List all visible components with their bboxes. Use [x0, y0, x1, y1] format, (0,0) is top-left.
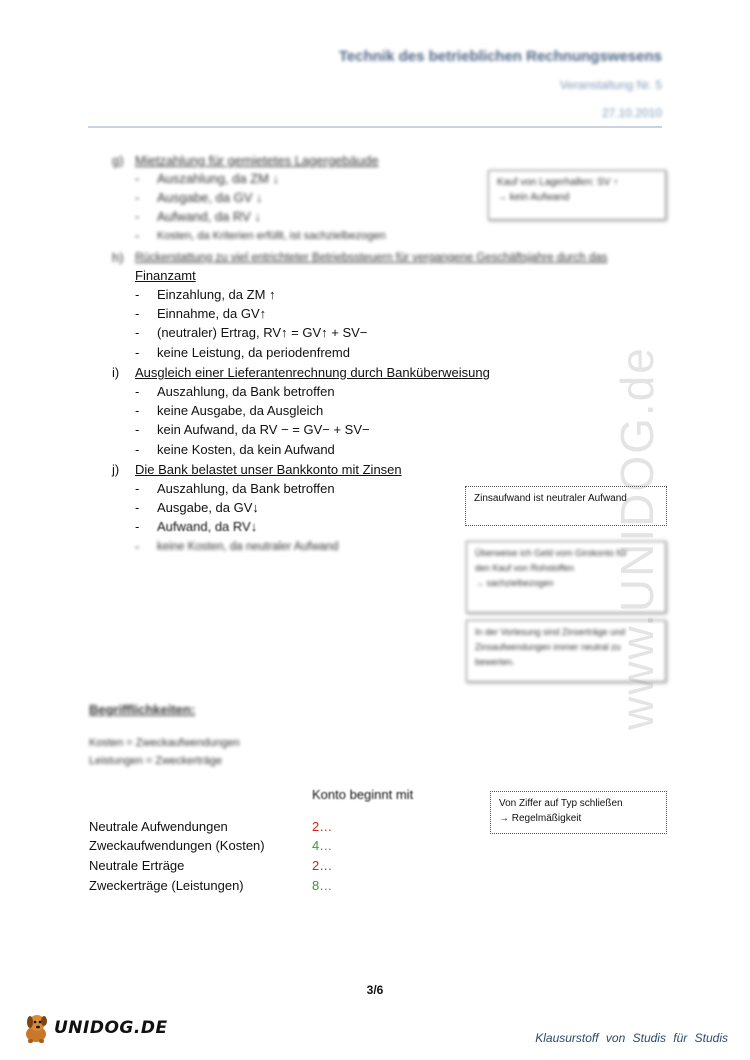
- table-row-value: 4…: [312, 838, 333, 853]
- bullet-dash: -: [135, 442, 140, 457]
- list-item: (neutraler) Ertrag, RV↑ = GV↑ + SV−: [157, 325, 368, 340]
- list-item: Auszahlung, da Bank betroffen: [157, 481, 335, 496]
- document-title: Technik des betrieblichen Rechnungswesens: [338, 48, 662, 65]
- note-line: → sachzielbezogen: [475, 578, 554, 588]
- terms-line: Kosten = Zweckaufwendungen: [89, 737, 240, 749]
- footer-claim: Klausurstoff von Studis für Studis: [535, 1031, 728, 1045]
- bullet-dash: -: [135, 287, 140, 302]
- terms-heading: Begrifflichkeiten:: [89, 702, 196, 717]
- document-date: 27.10.2010: [601, 106, 662, 120]
- note-line: den Kauf von Rohstoffen: [475, 563, 574, 573]
- bullet-dash: -: [135, 500, 140, 515]
- page-number: 3/6: [366, 983, 384, 997]
- list-item: Auszahlung, da ZM ↓: [157, 171, 280, 186]
- note-line: Zinsaufwand ist neutraler Aufwand: [474, 493, 627, 504]
- table-row-label: Zweckaufwendungen (Kosten): [89, 838, 265, 853]
- list-item: Einzahlung, da ZM ↑: [157, 287, 276, 302]
- note-zinsaufwand: [465, 486, 667, 526]
- section-label: j): [112, 462, 120, 477]
- list-item: keine Ausgabe, da Ausgleich: [157, 403, 324, 418]
- bullet-dash: -: [135, 481, 140, 496]
- table-column-header: Konto beginnt mit: [312, 787, 414, 802]
- list-item: kein Aufwand, da RV − = GV− + SV−: [157, 422, 370, 437]
- note-line: Überweise ich Geld vom Girokonto für: [475, 548, 628, 558]
- table-row-label: Zweckerträge (Leistungen): [89, 878, 244, 893]
- terms-line: Leistungen = Zweckerträge: [89, 755, 222, 767]
- list-item: Ausgabe, da GV ↓: [157, 190, 263, 205]
- header-divider: [88, 126, 662, 128]
- section-label: i): [112, 365, 120, 380]
- bullet-dash: -: [135, 209, 140, 224]
- bullet-dash: -: [135, 422, 140, 437]
- note-line: Von Ziffer auf Typ schließen: [499, 798, 623, 809]
- bullet-dash: -: [135, 190, 140, 205]
- unidog-logo: [22, 1012, 168, 1044]
- list-item: Kosten, da Kriterien erfüllt, ist sachzielbezogen: [157, 230, 386, 242]
- logo-text: UNIDOG.DE: [54, 1018, 168, 1038]
- bullet-dash: -: [135, 325, 140, 340]
- section-heading: Die Bank belastet unser Bankkonto mit Zinsen: [135, 462, 402, 477]
- bullet-dash: -: [135, 384, 140, 399]
- bullet-dash: -: [135, 345, 140, 360]
- note-line: bewerten.: [475, 657, 515, 667]
- section-heading: Rückerstattung zu viel entrichteter Betriebssteuern für vergangene Geschäftsjahre durch das: [135, 252, 608, 264]
- list-item: Auszahlung, da Bank betroffen: [157, 384, 335, 399]
- table-row-value: 2…: [312, 819, 333, 834]
- section-heading: Mietzahlung für gemietetes Lagergebäude: [135, 153, 379, 168]
- list-item: Aufwand, da RV↓: [157, 519, 258, 534]
- note-rohstoffe: [466, 541, 666, 613]
- list-item: Ausgabe, da GV↓: [157, 500, 259, 515]
- section-label: g): [112, 153, 124, 168]
- note-vorlesung: [466, 620, 666, 682]
- document-subtitle: Veranstaltung Nr. 5: [559, 78, 662, 92]
- bullet-dash: -: [135, 539, 140, 554]
- table-row-value: 8…: [312, 878, 333, 893]
- table-row-label: Neutrale Erträge: [89, 858, 185, 873]
- list-item: keine Kosten, da kein Aufwand: [157, 442, 335, 457]
- bullet-dash: -: [135, 306, 140, 321]
- list-item: keine Leistung, da periodenfremd: [157, 345, 350, 360]
- table-row-label: Neutrale Aufwendungen: [89, 819, 228, 834]
- note-ziffer: [490, 791, 667, 834]
- note-line: Zinsaufwendungen immer neutral zu: [475, 642, 621, 652]
- note-line: In der Vorlesung sind Zinserträge und: [475, 627, 626, 637]
- note-line: Kauf von Lagerhallen: SV ↑: [497, 177, 619, 188]
- note-line: → Regelmäßigkeit: [499, 813, 582, 824]
- bullet-dash: -: [135, 403, 140, 418]
- note-line: → kein Aufwand: [497, 192, 570, 203]
- bullet-dash: -: [135, 228, 140, 243]
- watermark: www.UNIDOG.de: [611, 346, 663, 730]
- section-heading-cont: Finanzamt: [135, 268, 196, 283]
- section-label: h): [112, 250, 124, 265]
- bullet-dash: -: [135, 171, 140, 186]
- note-lagerhallen: [488, 170, 666, 220]
- section-heading: Ausgleich einer Lieferantenrechnung durch Banküberweisung: [135, 365, 490, 380]
- bullet-dash: -: [135, 519, 140, 534]
- list-item: keine Kosten, da neutraler Aufwand: [157, 541, 339, 553]
- list-item: Einnahme, da GV↑: [157, 306, 267, 321]
- dog-icon: [22, 1012, 52, 1044]
- table-row-value: 2…: [312, 858, 333, 873]
- list-item: Aufwand, da RV ↓: [157, 209, 261, 224]
